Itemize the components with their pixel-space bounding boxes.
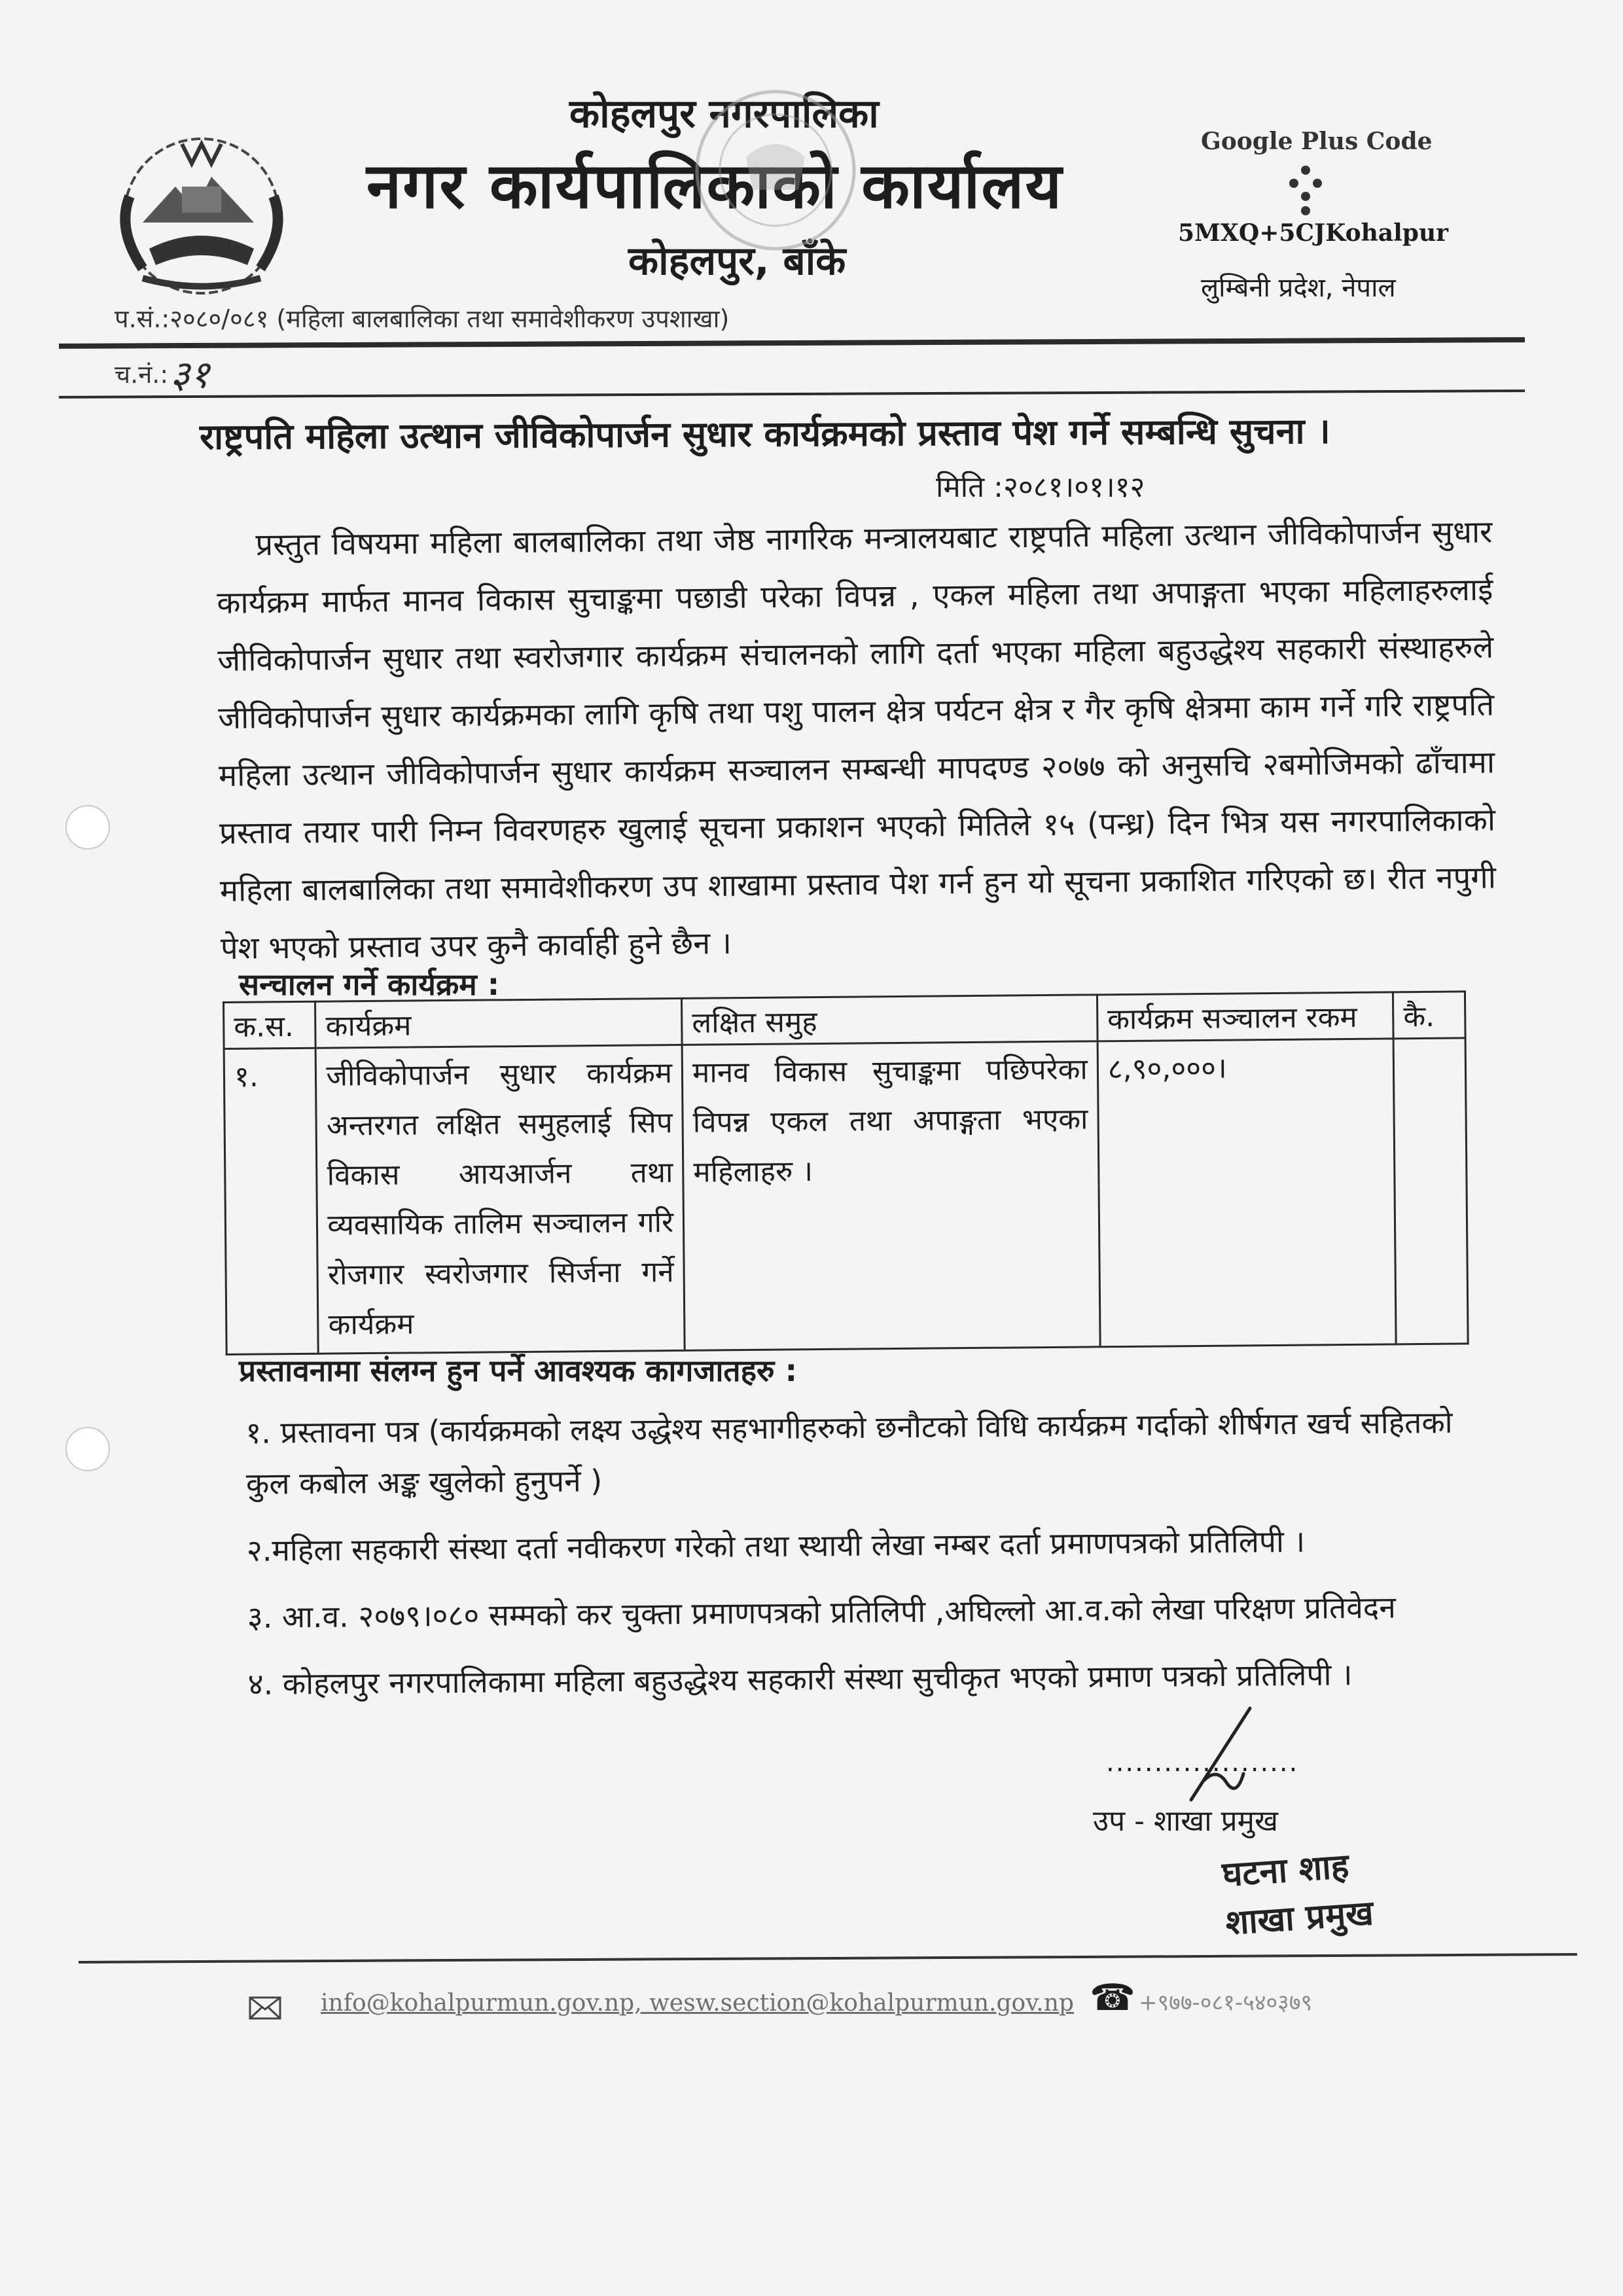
office-location: कोहलपुर, बाँके	[628, 238, 846, 284]
header-rule-thick	[59, 337, 1525, 349]
documents-list	[245, 1396, 1491, 1725]
plus-code-icon	[1279, 164, 1332, 216]
cell-program: जीविकोपार्जन सुधार कार्यक्रम अन्तरगत लक्षित समुहलाई सिप विकास आयआर्जन तथा व्यवसायिक तालिम सञ्चालन गरि रोजगार स्वरोजगार सिर्जना गर्ने कार्यक्रम	[315, 1045, 685, 1354]
phone-icon: ☎	[1090, 1977, 1135, 2019]
col-header-remarks: कै.	[1393, 992, 1466, 1039]
footer-rule	[79, 1953, 1577, 1964]
stamp-title: शाखा प्रमुख	[1224, 1893, 1375, 1943]
table-row	[224, 1038, 1468, 1355]
cell-remarks	[1393, 1038, 1468, 1344]
punch-hole-bottom	[65, 1427, 110, 1471]
col-header-amount: कार्यक्रम सञ्चालन रकम	[1097, 992, 1393, 1041]
office-seal-stamp	[681, 72, 870, 268]
program-table	[223, 990, 1469, 1355]
footer-email: info@kohalpurmun.gov.np, wesw.section@kohalpurmun.gov.np	[321, 1990, 1074, 2017]
dispatch-number-label: च.नं.:	[115, 360, 169, 389]
cell-sn: १.	[224, 1048, 318, 1354]
plus-code: 5MXQ+5CJKohalpur	[1178, 219, 1449, 247]
signatory-title: उप - शाखा प्रमुख	[1093, 1804, 1278, 1838]
letter-reference-number: प.सं.:२०८०/०८१ (महिला बालबालिका तथा समावेशीकरण उपशाखा)	[115, 304, 730, 333]
province-country: लुम्बिनी प्रदेश, नेपाल	[1201, 273, 1396, 303]
list-item: १. प्रस्तावना पत्र (कार्यक्रमको लक्ष्य उद्धेश्य सहभागीहरुको छनौटको विधि कार्यक्रम गर्दाको शीर्षगत खर्च सहितको कुल कबोल अङ्क खुलेको हुनुपर्ने )	[245, 1404, 1453, 1501]
footer-phone: +९७७-०८१-५४०३७९	[1139, 1990, 1313, 2016]
cell-target-group: मानव विकास सुचाङ्कमा पछिपरेका विपन्न एकल तथा अपाङ्गता भएका महिलाहरु ।	[682, 1041, 1100, 1351]
municipality-name: कोहलपुर नगरपालिका	[569, 91, 879, 137]
notice-date: मिति :२०८१।०१।१२	[936, 471, 1145, 504]
documents-title: प्रस्तावनामा संलग्न हुन पर्ने आवश्यक कागजातहरु :	[239, 1353, 797, 1388]
nepal-emblem-icon	[103, 124, 300, 301]
name-stamp	[1221, 1840, 1375, 1947]
col-header-sn: क.स.	[224, 1001, 316, 1049]
dispatch-number: ३१	[170, 352, 210, 397]
office-name: नगर कार्यपालिकाको कार्यालय	[366, 149, 1063, 223]
list-item: २.महिला सहकारी संस्था दर्ता नवीकरण गरेको तथा स्थायी लेखा नम्बर दर्ता प्रमाणपत्रको प्रतिलिपी ।	[246, 1523, 1306, 1568]
header-rule-thin	[59, 389, 1525, 399]
mail-icon	[249, 1996, 281, 2020]
list-item: ४. कोहलपुर नगरपालिकामा महिला बहुउद्धेश्य सहकारी संस्था सुचीकृत भएको प्रमाण पत्रको प्रतिलिपी ।	[247, 1657, 1353, 1702]
program-section-title: सन्चालन गर्ने कार्यक्रम :	[239, 967, 500, 1002]
cell-amount: ८,९०,०००।	[1097, 1039, 1396, 1347]
stamp-name: घटना शाह	[1221, 1846, 1351, 1895]
list-item: ३. आ.व. २०७९।०८० सम्मको कर चुक्ता प्रमाणपत्रको प्रतिलिपी ,अघिल्लो आ.व.को लेखा परिक्षण प्रतिवेदन	[247, 1589, 1396, 1635]
notice-subject: राष्ट्रपति महिला उत्थान जीविकोपार्जन सुधार कार्यक्रमको प्रस्ताव पेश गर्ने सम्बन्धि सुचना ।	[199, 410, 1330, 457]
signature-line: ....................	[1106, 1748, 1299, 1778]
notice-body: प्रस्तुत विषयमा महिला बालबालिका तथा जेष्ठ नागरिक मन्त्रालयबाट राष्ट्रपति महिला उत्थान जीविकोपार्जन सुधार कार्यक्रम मार्फत मानव विकास सुचाङ्कमा पछाडी परेका विपन्न , एकल महिला तथा अपाङ्गता भएका महिलाहरुलाई जीविकोपार्जन सुधार तथा स्वरोजगार कार्यक्रम संचालनको लागि दर्ता भएका महिला बहुउद्धेश्य सहकारी संस्थाहरुले जीविकोपार्जन सुधार कार्यक्रमका लागि कृषि तथा पशु पालन क्षेत्र पर्यटन क्षेत्र र गैर कृषि क्षेत्रमा काम गर्ने गरि राष्ट्रपति महिला उत्थान जीविकोपार्जन सुधार कार्यक्रम सञ्चालन सम्बन्धी मापदण्ड २०७७ को अनुसचि २बमोजिमको ढाँचामा प्रस्ताव तयार पारी निम्न विवरणहरु खुलाई सूचना प्रकाशन भएको मितिले १५ (पन्ध्र) दिन भित्र यस नगरपालिकाको महिला बालबालिका तथा समावेशीकरण उप शाखामा प्रस्ताव पेश गर्न हुन यो सूचना प्रकाशित गरिएको छ। रीत नपुगी पेश भएको प्रस्ताव उपर कुनै कार्वाही हुने छैन ।	[217, 514, 1497, 967]
punch-hole-top	[65, 805, 110, 850]
col-header-target-group: लक्षित समुह	[682, 995, 1097, 1045]
plus-code-title: Google Plus Code	[1201, 128, 1433, 155]
col-header-program: कार्यक्रम	[315, 998, 682, 1048]
